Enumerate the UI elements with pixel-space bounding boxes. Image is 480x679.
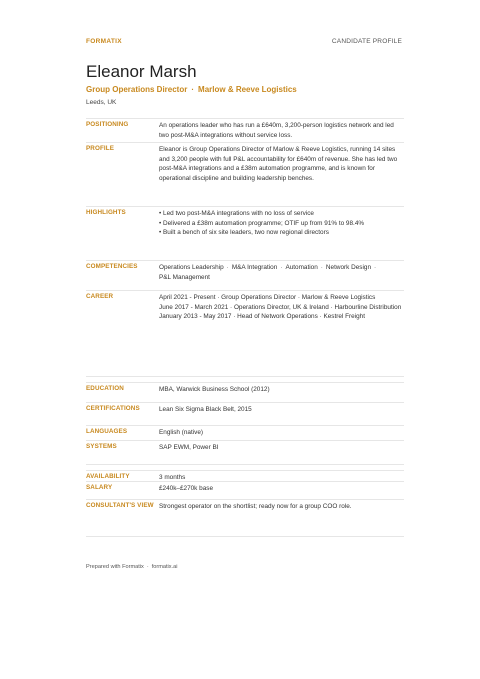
positioning-label: POSITIONING (86, 121, 129, 128)
profile-text (159, 145, 405, 183)
section-divider (86, 402, 404, 403)
candidate-name: Eleanor Marsh (86, 62, 197, 81)
competency-item: M&A Integration (231, 264, 278, 271)
salary-text (159, 484, 405, 494)
section-divider (86, 481, 404, 482)
competency-separator: · (374, 264, 377, 271)
candidate-title-line (86, 85, 297, 94)
education-text (159, 385, 405, 395)
languages-value: English (native) (159, 429, 204, 436)
competencies-list (159, 263, 405, 282)
systems-text (159, 443, 405, 453)
career-label: CAREER (86, 293, 114, 300)
highlights-label: HIGHLIGHTS (86, 209, 126, 216)
section-divider (86, 425, 404, 426)
positioning-text (159, 121, 405, 140)
section-divider (86, 440, 404, 441)
footer-site-link[interactable]: formatix.ai (151, 564, 178, 570)
certifications-text (159, 405, 405, 415)
candidate-company: Marlow & Reeve Logistics (198, 85, 297, 94)
availability-label: AVAILABILITY (86, 473, 130, 480)
section-divider (86, 382, 404, 383)
brand-label: FORMATIX (86, 38, 122, 45)
systems-value: SAP EWM, Power BI (159, 444, 219, 451)
section-divider (86, 464, 404, 465)
positioning-text-body: An operations leader who has run a £640m, 3,200-person logistics network and led two post-M&A integrations without service loss. (159, 122, 394, 139)
consultant-view-label: CONSULTANT'S VIEW (86, 502, 154, 509)
highlight-item: • Delivered a £38m automation programme; OTIF up from 91% to 98.4% (159, 219, 365, 227)
salary-value: £240k–£270k base (159, 485, 214, 492)
section-divider (86, 499, 404, 500)
systems-label: SYSTEMS (86, 443, 117, 450)
section-divider (86, 376, 404, 377)
consultant-view-value: Strongest operator on the shortlist; ready now for a group COO role. (159, 503, 352, 510)
candidate-role: Group Operations Director (86, 85, 188, 94)
education-value: MBA, Warwick Business School (2012) (159, 386, 270, 393)
profile-label: PROFILE (86, 145, 114, 152)
section-divider (86, 536, 404, 537)
certifications-label: CERTIFICATIONS (86, 405, 140, 412)
highlight-item: • Built a bench of six site leaders, two now regional directors (159, 229, 329, 236)
languages-label: LANGUAGES (86, 428, 128, 435)
document-type-label: CANDIDATE PROFILE (331, 38, 402, 45)
languages-text (159, 428, 405, 438)
competency-separator: · (280, 264, 283, 271)
profile-text-body: Eleanor is Group Operations Director of Marlow & Reeve Logistics, running 14 sites and 3,200 people with full P&L accountability for £640m of revenue. She has led two post-M&A integrations and a £38m automation programme, and is known for operational discipline and building leadership benches. (159, 146, 398, 182)
section-divider (86, 118, 404, 119)
candidate-location: Leeds, UK (86, 99, 117, 106)
salary-label: SALARY (86, 484, 113, 491)
competency-item: Network Design (325, 264, 372, 271)
highlight-item: • Led two post-M&A integrations with no loss of service (159, 210, 314, 217)
competency-item: Operations Leadership (159, 264, 224, 271)
competencies-row (159, 263, 405, 282)
career-item: June 2017 - March 2021 · Operations Director, UK & Ireland · Harbourline Distribution (159, 303, 402, 311)
certifications-value: Lean Six Sigma Black Belt, 2015 (159, 406, 252, 413)
consultant-view-text (159, 502, 405, 512)
section-divider (86, 470, 404, 471)
career-list (159, 293, 405, 322)
competency-separator: · (226, 264, 229, 271)
title-separator: · (191, 85, 195, 94)
footer-prepared: Prepared with Formatix (86, 564, 144, 570)
competencies-label: COMPETENCIES (86, 263, 138, 270)
section-divider (86, 206, 404, 207)
career-item: January 2013 - May 2017 · Head of Network Operations · Kestrel Freight (159, 313, 366, 320)
section-divider (86, 290, 404, 291)
footer (86, 564, 178, 570)
competency-item: P&L Management (159, 273, 210, 281)
competency-separator: · (320, 264, 323, 271)
availability-value: 3 months (159, 474, 186, 481)
section-divider (86, 260, 404, 261)
competency-item: Automation (285, 264, 318, 271)
highlights-list (159, 209, 405, 238)
footer-separator: · (146, 564, 149, 570)
career-item: April 2021 - Present · Group Operations Director · Marlow & Reeve Logistics (159, 294, 376, 301)
section-divider (86, 142, 404, 143)
education-label: EDUCATION (86, 385, 124, 392)
